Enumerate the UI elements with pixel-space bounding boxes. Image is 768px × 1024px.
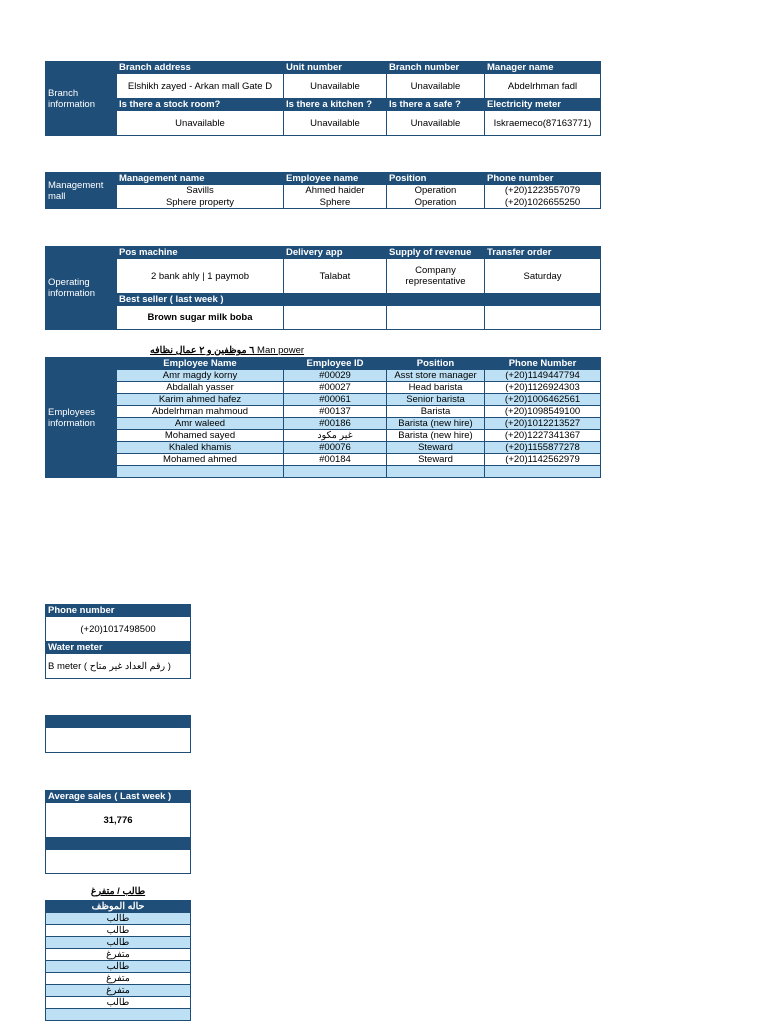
management-row-cell: Sphere [284, 197, 387, 209]
employee-id: #00137 [284, 406, 387, 418]
header-empty [284, 294, 387, 306]
empty-cell [46, 850, 191, 874]
employee-phone: (+20)1006462561 [485, 394, 601, 406]
employee-id: #00186 [284, 418, 387, 430]
value-unit-number: Unavailable [284, 74, 387, 99]
header-transfer-order: Transfer order [485, 247, 601, 259]
table-row [46, 394, 601, 406]
employee-name: Amr waleed [117, 418, 284, 430]
header-best-seller: Best seller ( last week ) [117, 294, 284, 306]
employee-position: Barista [387, 406, 485, 418]
table-row [46, 418, 601, 430]
employee-id: #00027 [284, 382, 387, 394]
header-water-meter: Water meter [46, 642, 191, 654]
management-row-cell: Operation [387, 185, 485, 197]
header-employee-name: Employee Name [117, 358, 284, 370]
employee-phone: (+20)1149447794 [485, 370, 601, 382]
employee-name: Amr magdy korny [117, 370, 284, 382]
management-row-cell: Savills [117, 185, 284, 197]
employee-position: Senior barista [387, 394, 485, 406]
employee-name: Mohamed sayed [117, 430, 284, 442]
employee-id: #00061 [284, 394, 387, 406]
value-transfer-order: Saturday [485, 259, 601, 294]
value-stock-room: Unavailable [117, 111, 284, 136]
status-cell: متفرغ [46, 985, 191, 997]
header-position: Position [387, 173, 485, 185]
operating-label: Operating information [46, 247, 117, 330]
header-kitchen: Is there a kitchen ? [284, 99, 387, 111]
header-empty [485, 294, 601, 306]
status-title: طالب / متفرغ [90, 886, 146, 897]
value-branch-address: Elshikh zayed - Arkan mall Gate D [117, 74, 284, 99]
header-employee-id: Employee ID [284, 358, 387, 370]
employee-id: #00029 [284, 370, 387, 382]
employee-position: Head barista [387, 382, 485, 394]
empty-cell [46, 728, 191, 753]
empty-header [46, 838, 191, 850]
management-row-cell: (+20)1026655250 [485, 197, 601, 209]
header-manager-name: Manager name [485, 62, 601, 74]
value-best-seller: Brown sugar milk boba [117, 306, 284, 330]
header-phone-number: Phone Number [485, 358, 601, 370]
value-branch-number: Unavailable [387, 74, 485, 99]
value-water-meter: B meter ( رقم العداد غير متاح ) [46, 654, 191, 679]
contact-table [45, 604, 191, 679]
employee-phone: (+20)1155877278 [485, 442, 601, 454]
employee-name: Khaled khamis [117, 442, 284, 454]
employees-label: Employees information [46, 358, 117, 478]
management-row-cell: Ahmed haider [284, 185, 387, 197]
status-table [45, 900, 191, 1021]
employee-phone: (+20)1227341367 [485, 430, 601, 442]
employee-phone: (+20)1012213527 [485, 418, 601, 430]
employee-id: غير مكود [284, 430, 387, 442]
header-phone: Phone number [46, 605, 191, 617]
value-average-sales: 31,776 [46, 803, 191, 838]
header-position: Position [387, 358, 485, 370]
status-cell: طالب [46, 937, 191, 949]
header-stock-room: Is there a stock room? [117, 99, 284, 111]
value-delivery-app: Talabat [284, 259, 387, 294]
value-supply-revenue: Company representative [387, 259, 485, 294]
empty-cell [485, 466, 601, 478]
header-safe: Is there a safe ? [387, 99, 485, 111]
manpower-title-arabic: ٦ موظفين و ٢ عمال نظافه [150, 345, 255, 356]
status-cell: متفرغ [46, 973, 191, 985]
header-branch-number: Branch number [387, 62, 485, 74]
table-row [46, 430, 601, 442]
empty-cell [387, 306, 485, 330]
value-safe: Unavailable [387, 111, 485, 136]
employee-id: #00076 [284, 442, 387, 454]
value-kitchen: Unavailable [284, 111, 387, 136]
header-electricity-meter: Electricity meter [485, 99, 601, 111]
manpower-title [150, 345, 304, 356]
branch-info-table [45, 61, 601, 136]
empty-header [46, 716, 191, 728]
employee-name: Karim ahmed hafez [117, 394, 284, 406]
header-unit-number: Unit number [284, 62, 387, 74]
branch-info-label: Branch information [46, 62, 117, 136]
table-row [46, 382, 601, 394]
empty-cell [485, 306, 601, 330]
header-branch-address: Branch address [117, 62, 284, 74]
employee-phone: (+20)1142562979 [485, 454, 601, 466]
header-phone-number: Phone number [485, 173, 601, 185]
table-row [46, 370, 601, 382]
employee-phone: (+20)1098549100 [485, 406, 601, 418]
empty-cell [387, 466, 485, 478]
status-cell: طالب [46, 925, 191, 937]
empty-cell [117, 466, 284, 478]
employee-position: Steward [387, 454, 485, 466]
empty-cell [284, 306, 387, 330]
manpower-title-english: Man power [257, 345, 305, 356]
status-cell: طالب [46, 997, 191, 1009]
status-cell: متفرغ [46, 949, 191, 961]
table-row [46, 466, 601, 478]
header-supply-revenue: Supply of revenue [387, 247, 485, 259]
management-label: Management mall [46, 173, 117, 209]
employee-phone: (+20)1126924303 [485, 382, 601, 394]
table-row [46, 442, 601, 454]
value-electricity-meter: Iskraemeco(87163771) [485, 111, 601, 136]
sales-table [45, 790, 191, 874]
status-cell: طالب [46, 961, 191, 973]
value-manager-name: Abdelrhman fadl [485, 74, 601, 99]
header-average-sales: Average sales ( Last week ) [46, 791, 191, 803]
management-row-cell: Operation [387, 197, 485, 209]
status-cell: طالب [46, 913, 191, 925]
table-row [46, 454, 601, 466]
employee-position: Barista (new hire) [387, 418, 485, 430]
header-employee-name: Employee name [284, 173, 387, 185]
employee-position: Barista (new hire) [387, 430, 485, 442]
employee-name: Abdallah yasser [117, 382, 284, 394]
employee-id: #00184 [284, 454, 387, 466]
employee-name: Abdelrhman mahmoud [117, 406, 284, 418]
management-table [45, 172, 601, 209]
header-pos-machine: Pos machine [117, 247, 284, 259]
value-phone: (+20)1017498500 [46, 617, 191, 642]
empty-block [45, 715, 191, 753]
header-employee-status: حاله الموظف [46, 901, 191, 913]
value-pos-machine: 2 bank ahly | 1 paymob [117, 259, 284, 294]
employee-position: Asst store manager [387, 370, 485, 382]
employees-table [45, 357, 601, 478]
management-row-cell: Sphere property [117, 197, 284, 209]
management-row-cell: (+20)1223557079 [485, 185, 601, 197]
employee-position: Steward [387, 442, 485, 454]
employee-name: Mohamed ahmed [117, 454, 284, 466]
empty-cell [46, 1009, 191, 1021]
empty-cell [284, 466, 387, 478]
operating-table [45, 246, 601, 330]
header-empty [387, 294, 485, 306]
header-management-name: Management name [117, 173, 284, 185]
header-delivery-app: Delivery app [284, 247, 387, 259]
table-row [46, 406, 601, 418]
